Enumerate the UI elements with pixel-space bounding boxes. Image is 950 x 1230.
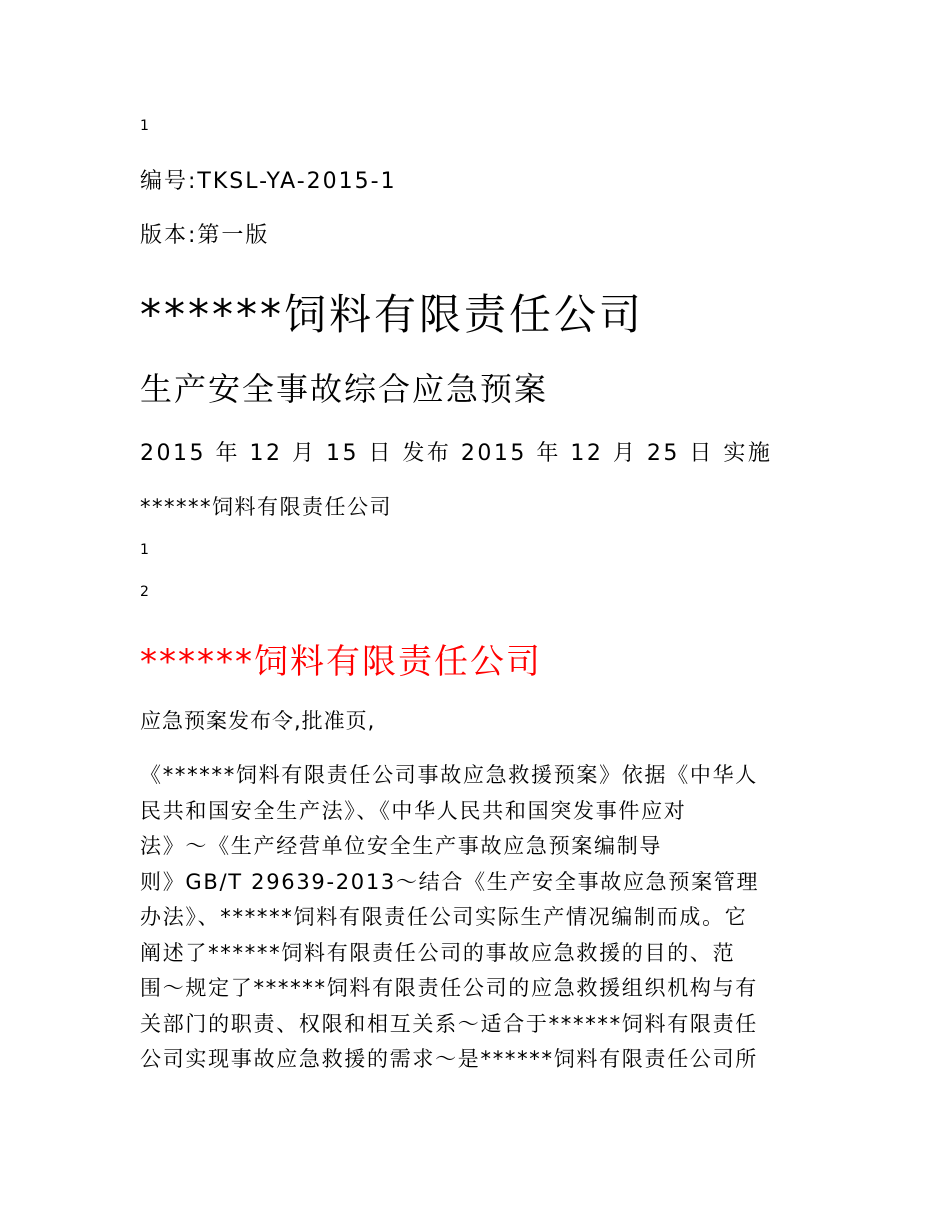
- company-title: ******饲料有限责任公司: [140, 290, 645, 339]
- body-line: 阐述了******饲料有限责任公司的事故应急救援的目的、范: [140, 940, 736, 965]
- plan-title: 生产安全事故综合应急预案: [140, 370, 549, 408]
- body-line: 法》～《生产经营单位安全生产事故应急预案编制导: [140, 834, 663, 858]
- company-footer: ******饲料有限责任公司: [140, 495, 392, 519]
- company-title-red: ******饲料有限责任公司: [140, 642, 542, 682]
- body-line: 办法》、******饲料有限责任公司实际生产情况编制而成。它: [140, 905, 748, 929]
- page-number-2: 2: [140, 584, 150, 600]
- body-line: 关部门的职责、权限和相互关系～适合于******饲料有限责任: [140, 1011, 758, 1036]
- body-line: 则》GB/T 29639-2013～结合《生产安全事故应急预案管理: [140, 869, 760, 894]
- footer-page-number: 1: [140, 542, 150, 558]
- body-line: 围～规定了******饲料有限责任公司的应急救援组织机构与有: [140, 976, 758, 1000]
- page-number: 1: [140, 118, 150, 134]
- body-paragraph: [140, 758, 812, 1078]
- publish-dates: 2015 年 12 月 15 日 发布 2015 年 12 月 25 日 实施: [140, 441, 773, 466]
- section-heading: 应急预案发布令,批准页,: [140, 709, 376, 733]
- body-line: 《******饲料有限责任公司事故应急救援预案》依据《中华人: [140, 763, 758, 787]
- document-number: 编号:TKSL-YA-2015-1: [140, 169, 397, 194]
- body-line: 民共和国安全生产法》、《中华人民共和国突发事件应对: [140, 798, 687, 823]
- body-line: 公司实现事故应急救援的需求～是******饲料有限责任公司所: [140, 1047, 758, 1071]
- document-version: 版本:第一版: [140, 223, 270, 248]
